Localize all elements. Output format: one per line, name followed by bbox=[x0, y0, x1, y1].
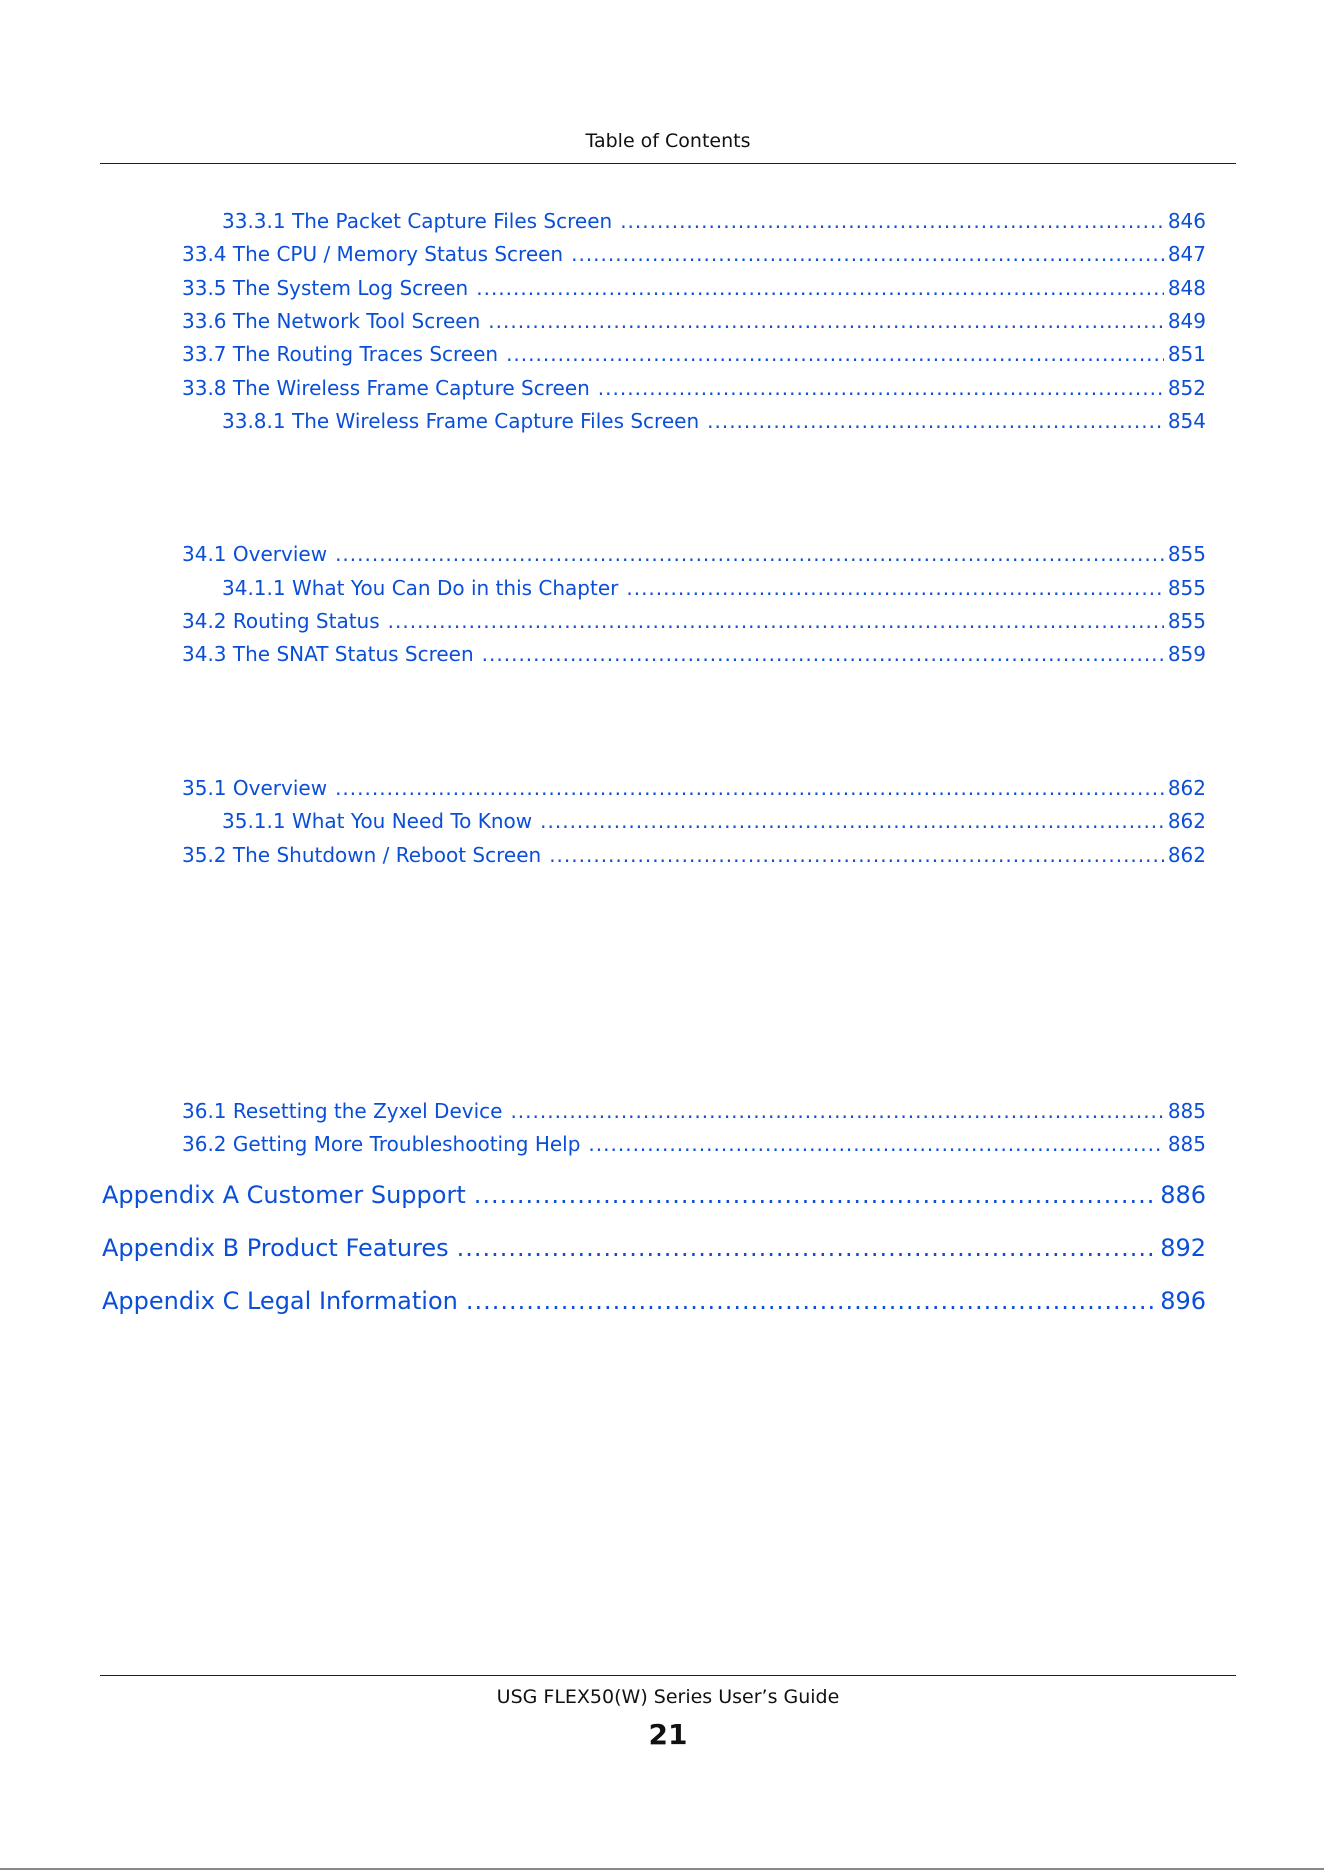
dot-leader bbox=[707, 409, 1164, 433]
dot-leader bbox=[482, 642, 1164, 666]
toc-entry-title: 33.7 The Routing Traces Screen bbox=[182, 342, 499, 366]
appendix-page-number: 896 bbox=[1160, 1287, 1206, 1315]
toc-entry[interactable] bbox=[182, 1132, 1206, 1156]
toc-entry-title: 33.3.1 The Packet Capture Files Screen bbox=[222, 209, 613, 233]
toc-entry-title: 34.2 Routing Status bbox=[182, 609, 380, 633]
toc-page-number: 862 bbox=[1167, 776, 1206, 800]
toc-page-number: 862 bbox=[1167, 809, 1206, 833]
scan-edge-line bbox=[0, 1868, 1324, 1870]
appendix-entry[interactable] bbox=[102, 1181, 1206, 1209]
toc-entry[interactable] bbox=[182, 776, 1206, 800]
toc-page-number: 855 bbox=[1167, 609, 1206, 633]
toc-page-number: 885 bbox=[1167, 1132, 1206, 1156]
toc-page-number: 846 bbox=[1167, 209, 1206, 233]
running-header: Table of Contents bbox=[585, 130, 751, 152]
dot-leader bbox=[335, 776, 1164, 800]
toc-entry[interactable] bbox=[182, 642, 1206, 666]
toc-entry-title: 35.1 Overview bbox=[182, 776, 328, 800]
dot-leader bbox=[388, 609, 1164, 633]
toc-entry-title: 35.1.1 What You Need To Know bbox=[222, 809, 533, 833]
dot-leader bbox=[466, 1287, 1156, 1315]
appendix-entry[interactable] bbox=[102, 1234, 1206, 1262]
toc-entry[interactable] bbox=[182, 276, 1206, 300]
toc-page-number: 854 bbox=[1167, 409, 1206, 433]
toc-entry[interactable] bbox=[182, 542, 1206, 566]
toc-entry-title: 33.4 The CPU / Memory Status Screen bbox=[182, 242, 564, 266]
dot-leader bbox=[476, 276, 1164, 300]
toc-page-number: 849 bbox=[1167, 309, 1206, 333]
toc-entry-title: 34.1 Overview bbox=[182, 542, 328, 566]
toc-entry[interactable] bbox=[182, 242, 1206, 266]
dot-leader bbox=[571, 242, 1164, 266]
toc-entry[interactable] bbox=[182, 342, 1206, 366]
dot-leader bbox=[506, 342, 1164, 366]
toc-entry-title: 36.1 Resetting the Zyxel Device bbox=[182, 1099, 503, 1123]
footer-rule bbox=[100, 1675, 1236, 1676]
toc-entry[interactable] bbox=[182, 309, 1206, 333]
toc-page-number: 862 bbox=[1167, 843, 1206, 867]
toc-entry-title: 36.2 Getting More Troubleshooting Help bbox=[182, 1132, 581, 1156]
appendix-title: Appendix B Product Features bbox=[102, 1234, 449, 1262]
toc-page-number: 847 bbox=[1167, 242, 1206, 266]
dot-leader bbox=[540, 809, 1164, 833]
dot-leader bbox=[549, 843, 1164, 867]
appendix-title: Appendix A Customer Support bbox=[102, 1181, 466, 1209]
toc-entry[interactable] bbox=[222, 209, 1206, 233]
toc-page-number: 855 bbox=[1167, 576, 1206, 600]
toc-entry-title: 33.6 The Network Tool Screen bbox=[182, 309, 481, 333]
dot-leader bbox=[620, 209, 1164, 233]
toc-entry[interactable] bbox=[182, 376, 1206, 400]
toc-entry-title: 35.2 The Shutdown / Reboot Screen bbox=[182, 843, 542, 867]
dot-leader bbox=[335, 542, 1164, 566]
dot-leader bbox=[626, 576, 1163, 600]
toc-entry[interactable] bbox=[222, 809, 1206, 833]
appendix-entry[interactable] bbox=[102, 1287, 1206, 1315]
dot-leader bbox=[588, 1132, 1163, 1156]
toc-entry-title: 34.1.1 What You Can Do in this Chapter bbox=[222, 576, 619, 600]
toc-entry-title: 33.8.1 The Wireless Frame Capture Files Screen bbox=[222, 409, 700, 433]
running-footer: USG FLEX50(W) Series User’s Guide bbox=[496, 1686, 840, 1708]
appendix-page-number: 886 bbox=[1160, 1181, 1206, 1209]
dot-leader bbox=[457, 1234, 1157, 1262]
toc-entry-title: 34.3 The SNAT Status Screen bbox=[182, 642, 474, 666]
page-number: 21 bbox=[648, 1718, 688, 1751]
dot-leader bbox=[598, 376, 1164, 400]
toc-entry[interactable] bbox=[182, 843, 1206, 867]
toc-entry[interactable] bbox=[222, 409, 1206, 433]
toc-page-number: 859 bbox=[1167, 642, 1206, 666]
dot-leader bbox=[474, 1181, 1156, 1209]
toc-entry-title: 33.5 The System Log Screen bbox=[182, 276, 469, 300]
appendix-page-number: 892 bbox=[1160, 1234, 1206, 1262]
toc-entry[interactable] bbox=[222, 576, 1206, 600]
toc-entry[interactable] bbox=[182, 609, 1206, 633]
toc-page-number: 885 bbox=[1167, 1099, 1206, 1123]
appendix-title: Appendix C Legal Information bbox=[102, 1287, 458, 1315]
toc-page-number: 852 bbox=[1167, 376, 1206, 400]
toc-page-number: 855 bbox=[1167, 542, 1206, 566]
dot-leader bbox=[488, 309, 1164, 333]
toc-entry-title: 33.8 The Wireless Frame Capture Screen bbox=[182, 376, 590, 400]
header-rule bbox=[100, 163, 1236, 164]
toc-entry[interactable] bbox=[182, 1099, 1206, 1123]
dot-leader bbox=[510, 1099, 1163, 1123]
toc-page-number: 851 bbox=[1167, 342, 1206, 366]
toc-page-number: 848 bbox=[1167, 276, 1206, 300]
